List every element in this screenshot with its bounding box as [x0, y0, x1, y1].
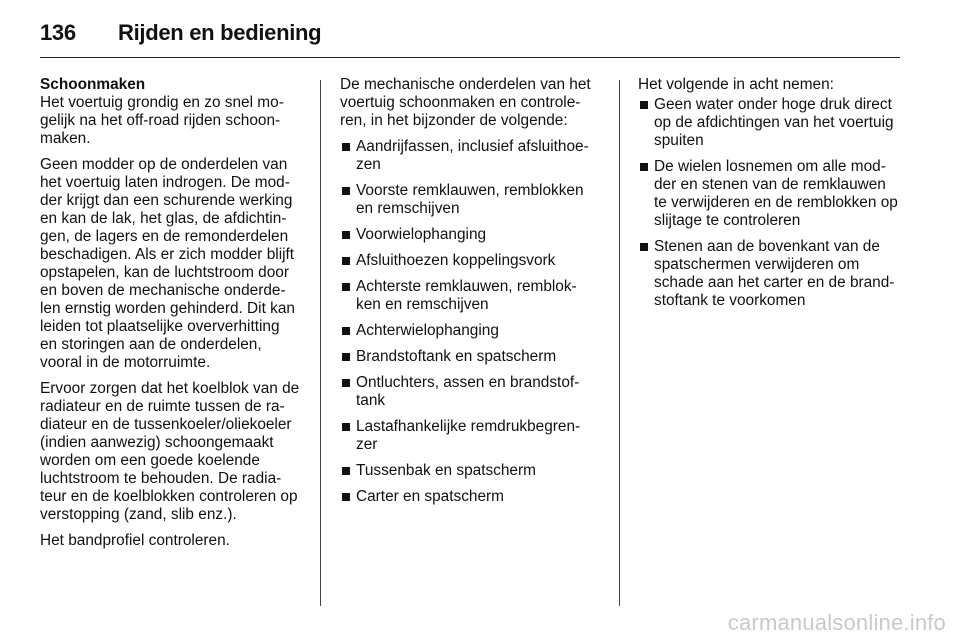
list-item-text: Afsluithoezen koppelingsvork — [356, 252, 556, 269]
page-number: 136 — [40, 20, 76, 45]
text-line: beschadigen. Als er zich modder blijft — [40, 246, 295, 263]
section-heading: Schoonmaken — [40, 76, 146, 93]
page-title: Rijden en bediening — [118, 20, 322, 45]
list-item-text: te verwijderen en de remblokken op — [654, 194, 898, 211]
text-line: (indien aanwezig) schoongemaakt — [40, 434, 274, 451]
list-item-text: Voorwielophanging — [356, 226, 487, 243]
text-line: len ernstig worden gehinderd. Dit kan — [40, 300, 295, 317]
list-item-text: en remschijven — [356, 200, 460, 217]
bullet-square-icon — [342, 467, 350, 475]
text-line: en boven de mechanische onderde- — [40, 282, 286, 299]
column-3 — [638, 76, 908, 318]
text-line: teur en de koelblokken controleren op — [40, 488, 298, 505]
paragraph-cleaning-intro — [40, 94, 306, 148]
list-item-text: der en stenen van de remklauwen — [654, 176, 886, 193]
column-divider-left — [320, 80, 321, 606]
list-item — [340, 374, 608, 410]
list-item-text: Voorste remklauwen, remblokken — [356, 182, 584, 199]
list-item — [340, 488, 608, 506]
list-item-text: schade aan het carter en de brand- — [654, 274, 895, 291]
watermark-text: carmanualsonline.info — [727, 610, 946, 635]
list-item — [340, 462, 608, 480]
bullet-square-icon — [640, 163, 648, 171]
list-item-text: slijtage te controleren — [654, 212, 801, 229]
paragraph-tread — [40, 532, 306, 550]
list-item-text: ken en remschijven — [356, 296, 489, 313]
list-item-text: Geen water onder hoge druk direct — [654, 96, 892, 113]
bullet-square-icon — [342, 283, 350, 291]
text-line: Het bandprofiel controleren. — [40, 532, 230, 549]
list-item — [340, 322, 608, 340]
paragraph-observe-intro — [638, 76, 908, 94]
text-line: Ervoor zorgen dat het koelblok van de — [40, 380, 300, 397]
list-item-text: Lastafhankelijke remdrukbegren- — [356, 418, 581, 435]
list-item — [340, 138, 608, 174]
list-item-text: Tussenbak en spatscherm — [356, 462, 536, 479]
bullet-square-icon — [640, 243, 648, 251]
observe-list — [638, 96, 908, 310]
list-item-text: De wielen losnemen om alle mod- — [654, 158, 886, 175]
text-line: het voertuig laten indrogen. De mod- — [40, 174, 290, 191]
list-item-text: Ontluchters, assen en brandstof- — [356, 374, 580, 391]
list-item-text: zer — [356, 436, 378, 453]
text-line: Geen modder op de onderdelen van — [40, 156, 288, 173]
list-item-text: op de afdichtingen van het voertuig — [654, 114, 894, 131]
text-line: Het volgende in acht nemen: — [638, 76, 834, 93]
text-line: De mechanische onderdelen van het — [340, 76, 591, 93]
list-item — [340, 278, 608, 314]
bullet-square-icon — [640, 101, 648, 109]
list-item — [340, 348, 608, 366]
text-line: gen, de lagers en de remonderdelen — [40, 228, 289, 245]
bullet-square-icon — [342, 379, 350, 387]
list-item-text: spuiten — [654, 132, 704, 149]
text-line: en kan de lak, het glas, de afdichtin- — [40, 210, 287, 227]
bullet-square-icon — [342, 187, 350, 195]
list-item — [340, 418, 608, 454]
text-line: der krijgt dan een schurende werking — [40, 192, 293, 209]
bullet-square-icon — [342, 327, 350, 335]
list-item-text: Stenen aan de bovenkant van de — [654, 238, 880, 255]
column-2 — [340, 76, 608, 514]
bullet-square-icon — [342, 257, 350, 265]
components-list — [340, 138, 608, 506]
list-item-text: Achterwielophanging — [356, 322, 499, 339]
text-line: leiden tot plaatselijke oververhitting — [40, 318, 280, 335]
list-item-text: tank — [356, 392, 386, 409]
text-line: worden om een goede koelende — [40, 452, 260, 469]
list-item — [638, 96, 908, 150]
list-item-text: Carter en spatscherm — [356, 488, 504, 505]
bullet-square-icon — [342, 231, 350, 239]
list-item — [638, 238, 908, 310]
bullet-square-icon — [342, 493, 350, 501]
list-item-text: Aandrijfassen, inclusief afsluithoe- — [356, 138, 589, 155]
header-rule — [40, 57, 900, 58]
text-line: verstopping (zand, slib enz.). — [40, 506, 237, 523]
text-line: vooral in de motorruimte. — [40, 354, 211, 371]
list-item — [340, 226, 608, 244]
paragraph-components-intro — [340, 76, 608, 130]
paragraph-mud-warning — [40, 156, 306, 372]
text-line: opstapelen, kan de luchtstroom door — [40, 264, 289, 281]
list-item — [340, 252, 608, 270]
list-item-text: Brandstoftank en spatscherm — [356, 348, 557, 365]
list-item-text: spatschermen verwijderen om — [654, 256, 860, 273]
bullet-square-icon — [342, 353, 350, 361]
list-item — [340, 182, 608, 218]
bullet-square-icon — [342, 143, 350, 151]
text-line: maken. — [40, 130, 91, 147]
text-line: luchtstroom te behouden. De radia- — [40, 470, 282, 487]
bullet-square-icon — [342, 423, 350, 431]
text-line: ren, in het bijzonder de volgende: — [340, 112, 568, 129]
text-line: gelijk na het off-road rijden schoon- — [40, 112, 281, 129]
text-line: Het voertuig grondig en zo snel mo- — [40, 94, 284, 111]
list-item — [638, 158, 908, 230]
text-line: en storingen aan de onderdelen, — [40, 336, 262, 353]
column-divider-right — [619, 80, 620, 606]
list-item-text: stoftank te voorkomen — [654, 292, 806, 309]
text-line: voertuig schoonmaken en controle- — [340, 94, 581, 111]
text-line: radiateur en de ruimte tussen de ra- — [40, 398, 285, 415]
list-item-text: zen — [356, 156, 381, 173]
list-item-text: Achterste remklauwen, remblok- — [356, 278, 577, 295]
text-line: diateur en de tussenkoeler/oliekoeler — [40, 416, 292, 433]
paragraph-radiator — [40, 380, 306, 524]
column-1 — [40, 76, 306, 558]
